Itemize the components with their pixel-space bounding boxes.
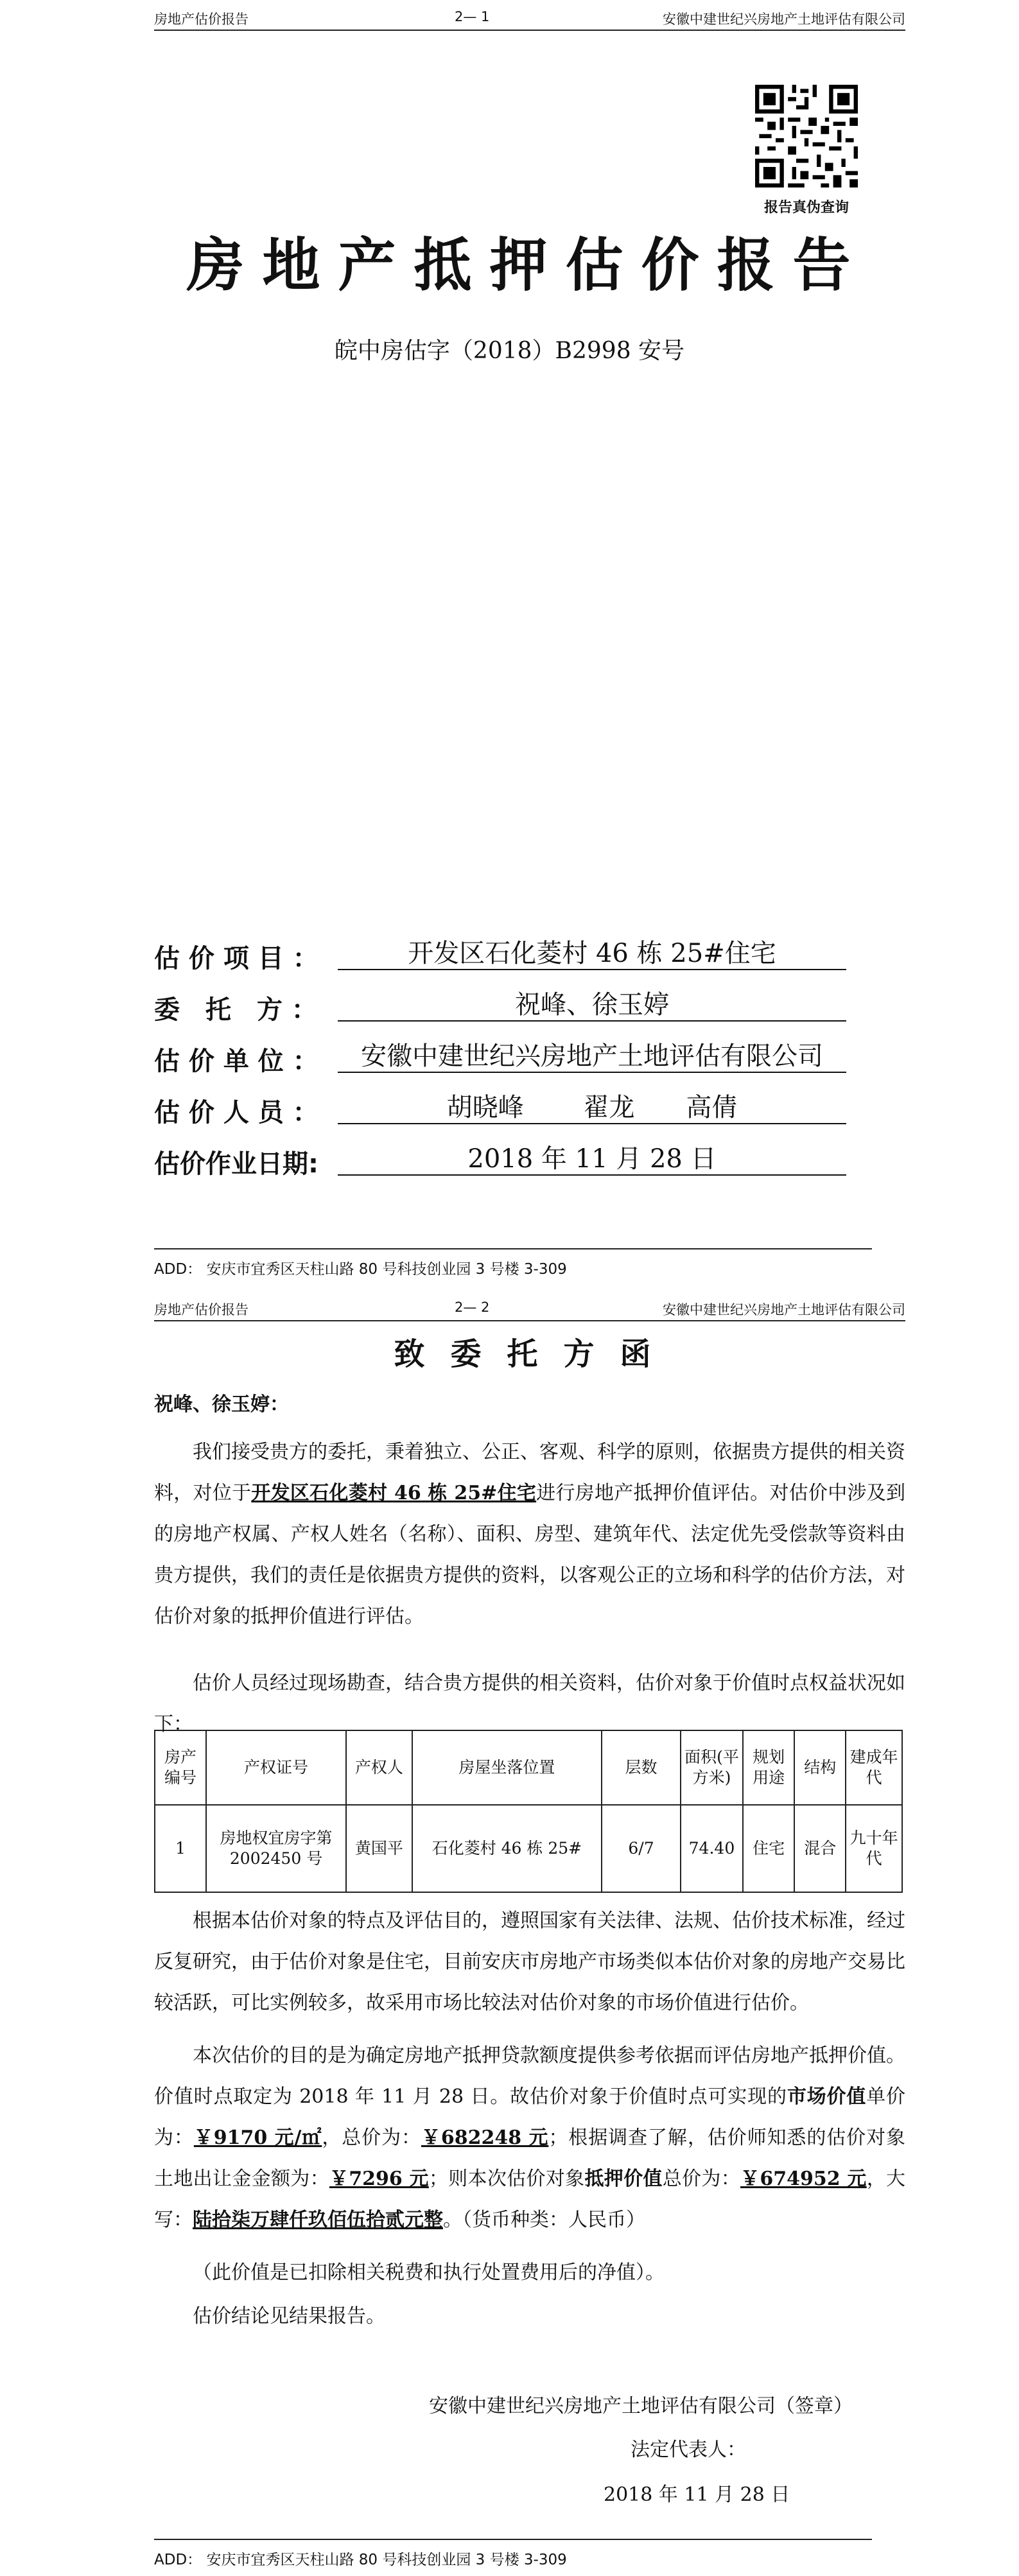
col-header: 结构	[794, 1730, 846, 1805]
table-cell: 九十年代	[846, 1805, 902, 1892]
report-number: 皖中房估字（2018）B2998 安号	[334, 338, 685, 364]
header-right: 安徽中建世纪兴房地产土地评估有限公司	[663, 1302, 905, 1318]
footer-divider	[154, 1248, 872, 1249]
table-header-row	[155, 1730, 902, 1805]
field-value: 开发区石化菱村 46 栋 25#住宅	[338, 938, 846, 970]
header-page-number: 2— 2	[455, 1300, 490, 1315]
col-header: 面积(平方米)	[681, 1730, 743, 1805]
header-page-number: 2— 1	[455, 9, 490, 24]
land-fee: ￥7296 元	[329, 2168, 429, 2190]
mortgage-value-in-words: 陆拾柒万肆仟玖佰伍拾贰元整	[193, 2209, 443, 2231]
footer-address: ADD： 安庆市宜秀区天柱山路 80 号科技创业园 3 号楼 3-309	[154, 2552, 567, 2568]
col-header: 房产编号	[155, 1730, 206, 1805]
text: 我们接受贵方的委托，秉着独立、公正、客观、科学的原则，依据贵方提供的相关资料，对位于	[154, 1441, 905, 1504]
text: 本次估价的目的是为确定房地产抵押贷款额度提供参考依据而评估房地产抵押价值。价值时点取定为 2018 年 11 月 28 日。故估价对象于价值时点可实现的	[154, 2044, 905, 2108]
table-cell: 混合	[794, 1805, 846, 1892]
text: ；则本次估价对象	[428, 2168, 585, 2190]
text: 。（货币种类：人民币）	[443, 2209, 645, 2231]
field-label: 估 价 单 位 ：	[154, 1047, 318, 1076]
table-cell: 房地权宜房字第 2002450 号	[206, 1805, 346, 1892]
field-label: 估 价 人 员 ：	[154, 1098, 318, 1127]
field-label: 委 托 方 ：	[154, 995, 317, 1025]
text: 进行房地产抵押价值评估。对估价中涉及到的房地产权属、产权人姓名（名称）、面积、房型、建筑年代、法定优先受偿款等资料由贵方提供，我们的责任是依据贵方提供的资料，以客观公正的立场和科学的估价方法，对估价对象的抵押价值进行评估。	[154, 1482, 906, 1628]
paragraph-survey: 估价人员经过现场勘查，结合贵方提供的相关资料，估价对象于价值时点权益状况如下：	[154, 1672, 905, 1736]
mortgage-value-label: 抵押价值	[584, 2168, 663, 2190]
paragraph-method: 根据本估价对象的特点及评估目的，遵照国家有关法律、法规、估价技术标准，经过反复研究，由于估价对象是住宅，目前安庆市房地产市场类似本估价对象的房地产交易比较活跃，可比实例较多，故采用市场比较法对估价对象的市场价值进行估价。	[154, 1910, 905, 2014]
field-label: 估 价 项 目 ：	[154, 944, 318, 973]
page-letter	[0, 1291, 1019, 2576]
header-left: 房地产估价报告	[154, 1302, 248, 1318]
letter-title: 致委托方函	[394, 1336, 677, 1372]
letter-salutation: 祝峰、徐玉婷：	[154, 1393, 289, 1416]
footer-address: ADD： 安庆市宜秀区天柱山路 80 号科技创业园 3 号楼 3-309	[154, 1261, 567, 1278]
col-header: 层数	[602, 1730, 681, 1805]
property-table	[154, 1730, 903, 1893]
info-row-appraisers	[154, 1088, 860, 1127]
signature-representative: 法定代表人：	[631, 2439, 746, 2461]
page-header	[154, 1296, 905, 1321]
text: ；根据调查了解，估价师知悉的估价对象土地出让金金额为：	[154, 2127, 906, 2190]
footer-divider	[154, 2539, 872, 2540]
paragraph-valuation	[154, 2035, 905, 2241]
text: ，大写：	[154, 2168, 906, 2231]
info-row-appraiser-company	[154, 1037, 860, 1075]
header-right: 安徽中建世纪兴房地产土地评估有限公司	[663, 12, 905, 27]
info-row-client	[154, 986, 860, 1024]
total-price: ￥682248 元	[421, 2127, 549, 2149]
paragraph-note: （此价值是已扣除相关税费和执行处置费用后的净值）。	[193, 2261, 665, 2284]
report-title: 房地产抵押估价报告	[186, 232, 869, 299]
text: 总价为：	[662, 2168, 741, 2190]
signature-company: 安徽中建世纪兴房地产土地评估有限公司（签章）	[429, 2395, 853, 2417]
field-value: 安徽中建世纪兴房地产土地评估有限公司	[338, 1041, 846, 1073]
info-row-date	[154, 1140, 860, 1178]
text: 单价为：	[154, 2085, 905, 2149]
paragraph-intro	[154, 1432, 905, 1637]
table-cell: 黄国平	[346, 1805, 412, 1892]
mortgage-value: ￥674952 元	[740, 2168, 867, 2190]
table-cell: 石化菱村 46 栋 25#	[412, 1805, 602, 1892]
table-cell: 1	[155, 1805, 206, 1892]
paragraph-conclusion: 估价结论见结果报告。	[193, 2305, 385, 2328]
header-left: 房地产估价报告	[154, 12, 248, 27]
col-header: 建成年代	[846, 1730, 902, 1805]
property-address: 开发区石化菱村 46 栋 25#住宅	[251, 1482, 537, 1504]
col-header: 房屋坐落位置	[412, 1730, 602, 1805]
page-header	[154, 5, 905, 31]
unit-price: ￥9170 元/㎡	[193, 2127, 322, 2149]
table-cell: 6/7	[602, 1805, 681, 1892]
field-value: 胡晓峰 翟龙 高倩	[338, 1092, 846, 1124]
field-value: 2018 年 11 月 28 日	[338, 1144, 846, 1176]
text: ，总价为：	[322, 2127, 421, 2149]
info-row-project	[154, 934, 860, 973]
qr-code-icon	[755, 85, 858, 187]
market-value-label: 市场价值	[787, 2085, 867, 2108]
table-cell: 住宅	[743, 1805, 794, 1892]
col-header: 规划用途	[743, 1730, 794, 1805]
signature-date: 2018 年 11 月 28 日	[604, 2484, 790, 2506]
col-header: 产权人	[346, 1730, 412, 1805]
field-label: 估价作业日期:	[154, 1149, 318, 1179]
qr-caption: 报告真伪查询	[763, 199, 849, 216]
col-header: 产权证号	[206, 1730, 346, 1805]
field-value: 祝峰、徐玉婷	[338, 989, 846, 1022]
table-cell: 74.40	[681, 1805, 743, 1892]
table-row	[155, 1805, 902, 1892]
